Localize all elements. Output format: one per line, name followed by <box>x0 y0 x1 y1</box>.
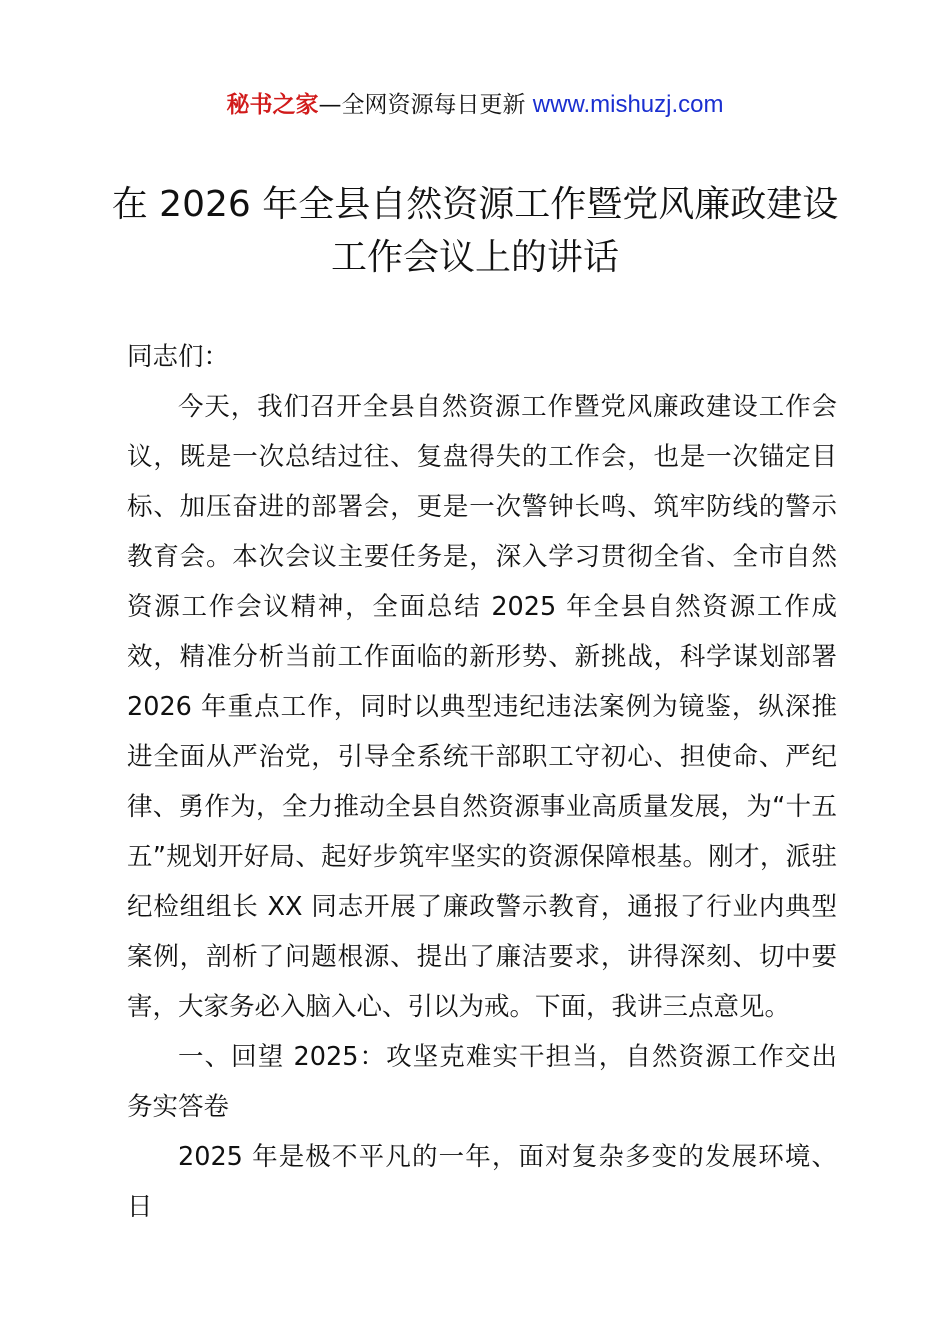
title-line-2: 工作会议上的讲话 <box>330 237 619 278</box>
section-paragraph: 2025 年是极不平凡的一年，面对复杂多变的发展环境、日 <box>127 1142 837 1222</box>
brand-name: 秘书之家 <box>226 92 319 118</box>
section-heading: 一、回望 2025：攻坚克难实干担当，自然资源工作交出务实答卷 <box>127 1042 837 1122</box>
document-title <box>95 178 855 284</box>
site-header <box>0 88 950 122</box>
header-slogan: 全网资源每日更新 <box>341 92 533 118</box>
header-dash: — <box>318 92 342 118</box>
site-url-link[interactable]: www.mishuzj.com <box>532 91 724 118</box>
greeting: 同志们： <box>127 342 230 372</box>
title-line-1: 在 2026 年全县自然资源工作暨党风廉政建设 <box>111 184 839 225</box>
intro-paragraph: 今天，我们召开全县自然资源工作暨党风廉政建设工作会议，既是一次总结过往、复盘得失的工作会，也是一次锚定目标、加压奋进的部署会，更是一次警钟长鸣、筑牢防线的警示教育会。本次会议主要任务是，深入学习贯彻全省、全市自然资源工作会议精神，全面总结 2025 年全县自然资源工作成效，精准分析当前工作面临的新形势、新挑战，科学谋划部署 2026 年重点工作，同时以典型违纪违法案例为镜鉴，纵深推进全面从严治党，引导全系统干部职工守初心、担使命、严纪律、勇作为，全力推动全县自然资源事业高质量发展，为“十五五”规划开好局、起好步筑牢坚实的资源保障根基。刚才，派驻纪检组组长 XX 同志开展了廉政警示教育，通报了行业内典型案例，剖析了问题根源、提出了廉洁要求，讲得深刻、切中要害，大家务必入脑入心、引以为戒。下面，我讲三点意见。 <box>127 392 837 1022</box>
document-body <box>127 332 837 1232</box>
